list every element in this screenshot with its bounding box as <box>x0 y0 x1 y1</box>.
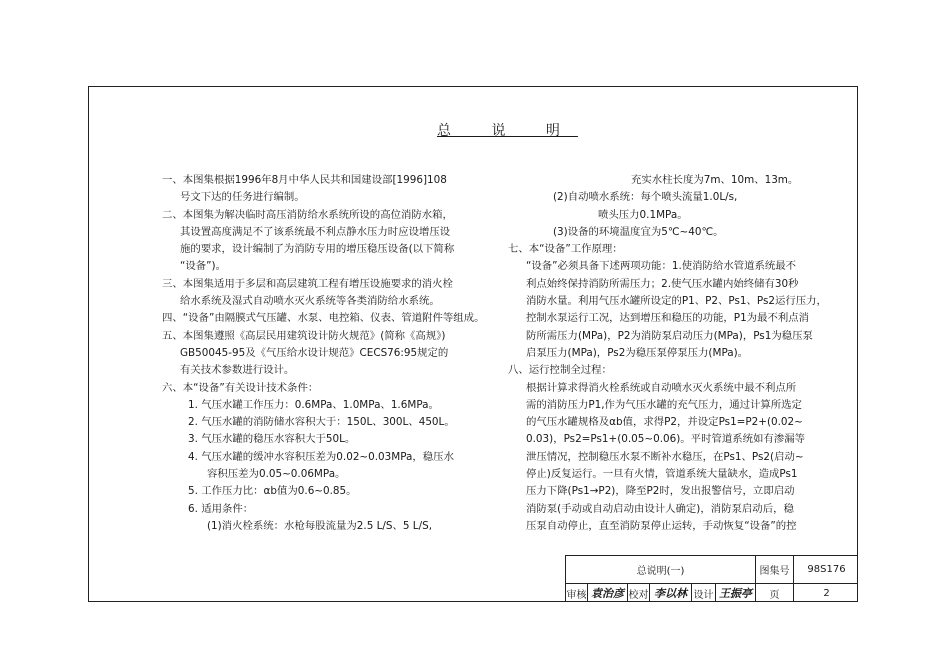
text-line: 的气压水罐规格及αb值，求得P2，并设定Ps1=P2+(0.02~ <box>526 416 803 429</box>
text-line: (3)设备的环境温度宜为5℃~40℃。 <box>553 225 724 238</box>
page-title: 总 说 明 <box>437 123 578 139</box>
text-line: 给水系统及湿式自动喷水灭火系统等各类消防给水系统。 <box>180 295 440 308</box>
text-line: 号文下达的任务进行编制。 <box>180 191 305 204</box>
text-line: 需的消防压力P1,作为气压水罐的充气压力，通过计算所选定 <box>526 398 802 411</box>
text-line: 6. 适用条件： <box>188 502 254 515</box>
text-line: 5. 工作压力比：αb值为0.6~0.85。 <box>188 485 357 498</box>
text-line: 3. 气压水罐的稳压水容积大于50L。 <box>188 433 356 446</box>
text-line: 三、本图集适用于多层和高层建筑工程有增压设施要求的消火栓 <box>162 277 453 290</box>
text-line: 一、本图集根据1996年8月中华人民共和国建设部[1996]108 <box>162 174 447 186</box>
text-line: 控制水泵运行工况，达到增压和稳压的功能，P1为最不利点消 <box>526 312 810 325</box>
text-line: 2. 气压水罐的消防储水容积大于：150L、300L、450L。 <box>188 416 455 429</box>
atlas-label: 图集号 <box>756 556 794 583</box>
text-line: 利点始终保持消防所需压力；2.使气压水罐内始终储有30秒 <box>526 277 799 290</box>
check-label: 校对 <box>628 584 650 602</box>
text-line: 防所需压力(MPa)，P2为消防泵启动压力(MPa)，Ps1为稳压泵 <box>526 329 813 342</box>
page-number: 2 <box>823 587 830 599</box>
text-line: 停止)反复运行。一旦有火情，管道系统大量缺水，造成Ps1 <box>526 468 798 481</box>
design-signature: 王振亭 <box>716 584 756 602</box>
text-line: “设备”)。 <box>180 260 226 273</box>
text-line: 容积压差为0.05~0.06MPa。 <box>207 468 346 481</box>
text-line: 根据计算求得消火栓系统或自动喷水灭火系统中最不利点所 <box>526 381 797 394</box>
atlas-number: 98S176 <box>807 564 846 575</box>
right-column <box>508 172 827 535</box>
text-line: 六、本“设备”有关设计技术条件： <box>162 381 319 394</box>
text-line: 消防泵(手动或自动启动由设计人确定)，消防泵启动后，稳 <box>526 502 794 515</box>
text-line: 七、本“设备”工作原理： <box>508 243 623 256</box>
text-line: 施的要求，设计编制了为消防专用的增压稳压设备(以下简称 <box>180 243 455 256</box>
design-label: 设计 <box>692 584 716 602</box>
text-line: 充实水柱长度为7m、10m、13m。 <box>631 174 799 186</box>
text-line: 四、“设备”由隔膜式气压罐、水泵、电控箱、仪表、管道附件等组成。 <box>162 312 485 325</box>
text-line: “设备”必须具备下述两项功能：1.使消防给水管道系统最不 <box>526 260 797 273</box>
text-line: 压力下降(Ps1→P2)，降至P2时，发出报警信号，立即启动 <box>526 485 795 498</box>
check-signature: 李以林 <box>650 584 692 602</box>
sheet-title: 总说明(一) <box>566 556 756 583</box>
text-line: 二、本图集为解决临时高压消防给水系统所设的高位消防水箱， <box>162 208 453 221</box>
text-line: 泄压情况，控制稳压水泵不断补水稳压，在Ps1、Ps2(启动~ <box>526 450 804 463</box>
text-line: (2)自动喷水系统：每个喷头流量1.0L/s, <box>553 191 738 204</box>
text-line: 有关技术参数进行设计。 <box>180 364 295 377</box>
left-column <box>162 172 484 535</box>
text-line: GB50045-95及《气压给水设计规范》CECS76:95规定的 <box>180 346 449 359</box>
title-block <box>565 555 858 602</box>
text-line: 1. 气压水罐工作压力：0.6MPa、1.0MPa、1.6MPa。 <box>188 398 439 411</box>
text-line: 消防水量。利用气压水罐所设定的P1、P2、Ps1、Ps2运行压力， <box>526 295 827 308</box>
text-line: 其设置高度满足不了该系统最不利点静水压力时应设增压设 <box>180 225 451 238</box>
text-line: 喷头压力0.1MPa。 <box>598 208 688 221</box>
text-line: 压泵自动停止，直至消防泵停止运转，手动恢复“设备”的控 <box>526 519 797 532</box>
text-line: 八、运行控制全过程： <box>508 364 612 377</box>
text-line: 0.03)，Ps2=Ps1+(0.05~0.06)。平时管道系统如有渗漏等 <box>526 433 805 446</box>
text-line: 启泵压力(MPa)，Ps2为稳压泵停泵压力(MPa)。 <box>526 346 749 359</box>
review-signature: 袁治彦 <box>588 584 628 602</box>
text-line: 五、本图集遵照《高层民用建筑设计防火规范》(简称《高规》) <box>162 329 446 342</box>
page-label: 页 <box>756 584 794 602</box>
text-line: (1)消火栓系统：水枪每股流量为2.5 L/S、5 L/S, <box>207 519 433 532</box>
review-label: 审核 <box>566 584 588 602</box>
text-line: 4. 气压水罐的缓冲水容积压差为0.02~0.03MPa，稳压水 <box>188 450 454 463</box>
